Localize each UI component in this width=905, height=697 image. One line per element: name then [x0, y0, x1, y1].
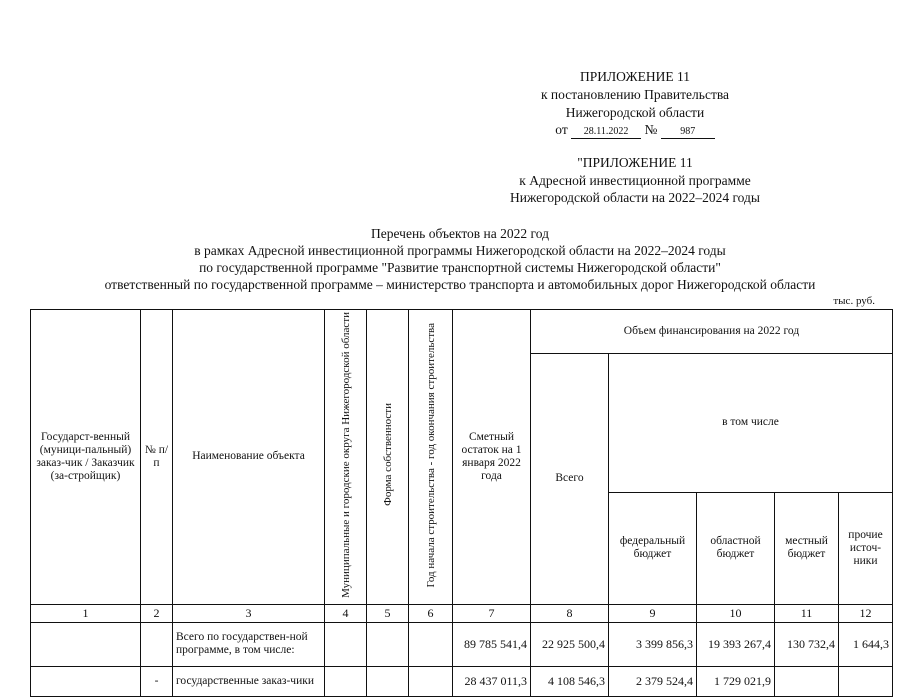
- header-local: местный бюджет: [775, 492, 839, 604]
- cell-regional: 19 393 267,4: [697, 622, 775, 666]
- col-number: 6: [409, 604, 453, 622]
- col-number: 9: [609, 604, 697, 622]
- units-label: тыс. руб.: [833, 295, 875, 307]
- cell-years: [409, 666, 453, 696]
- header-other: прочие источ-ники: [839, 492, 893, 604]
- col-number: 12: [839, 604, 893, 622]
- appendix-title: ПРИЛОЖЕНИЕ 11: [579, 69, 691, 84]
- cell-other: [839, 666, 893, 696]
- cell-municipal: [325, 622, 367, 666]
- column-numbers-row: [31, 604, 893, 622]
- list-responsible: ответственный по государственной программе – министерство транспорта и автомобильных дорог Нижегородской области: [104, 277, 816, 292]
- cell-municipal: [325, 666, 367, 696]
- header-years: Год начала строительства - год окончания строительства: [409, 310, 453, 605]
- header-financing: Объем финансирования на 2022 год: [531, 310, 893, 354]
- cell-estimate: 28 437 011,3: [453, 666, 531, 696]
- col-number: 7: [453, 604, 531, 622]
- cell-estimate: 89 785 541,4: [453, 622, 531, 666]
- appendix-date-number: [470, 121, 800, 139]
- header-num: № п/п: [141, 310, 173, 605]
- header-total: Всего: [531, 354, 609, 605]
- col-number: 8: [531, 604, 609, 622]
- table-row: [31, 666, 893, 696]
- number-prefix: №: [644, 122, 658, 137]
- cell-local: 130 732,4: [775, 622, 839, 666]
- program-appendix-title: "ПРИЛОЖЕНИЕ 11: [577, 155, 693, 170]
- objects-table: [30, 309, 893, 697]
- cell-regional: 1 729 021,9: [697, 666, 775, 696]
- cell-customer: [31, 622, 141, 666]
- program-appendix-period: Нижегородской области на 2022–2024 годы: [510, 190, 760, 205]
- table-row: [31, 622, 893, 666]
- col-number: 3: [173, 604, 325, 622]
- list-subtitle: в рамках Адресной инвестиционной программы Нижегородской области на 2022–2024 годы: [194, 243, 726, 258]
- appendix-region: Нижегородской области: [565, 105, 705, 120]
- cell-local: [775, 666, 839, 696]
- header-regional: областной бюджет: [697, 492, 775, 604]
- header-including: в том числе: [609, 354, 893, 493]
- cell-federal: 2 379 524,4: [609, 666, 697, 696]
- cell-num: -: [141, 666, 173, 696]
- cell-ownership: [367, 666, 409, 696]
- cell-ownership: [367, 622, 409, 666]
- date-prefix: от: [555, 122, 568, 137]
- header-federal: федеральный бюджет: [609, 492, 697, 604]
- col-number: 11: [775, 604, 839, 622]
- list-title: Перечень объектов на 2022 год: [371, 226, 549, 241]
- col-number: 10: [697, 604, 775, 622]
- cell-num: [141, 622, 173, 666]
- header-municipal: Муниципальные и городские округа Нижегородской области: [325, 310, 367, 605]
- cell-total: 4 108 546,3: [531, 666, 609, 696]
- list-program: по государственной программе "Развитие транспортной системы Нижегородской области": [199, 260, 721, 275]
- header-estimate: Сметный остаток на 1 января 2022 года: [453, 310, 531, 605]
- cell-federal: 3 399 856,3: [609, 622, 697, 666]
- cell-object: Всего по государствен-ной программе, в том числе:: [173, 622, 325, 666]
- program-appendix-subtitle: к Адресной инвестиционной программе: [519, 173, 751, 188]
- cell-total: 22 925 500,4: [531, 622, 609, 666]
- cell-customer: [31, 666, 141, 696]
- resolution-date: 28.11.2022: [571, 126, 641, 139]
- resolution-number: 987: [661, 126, 715, 139]
- appendix-resolution: к постановлению Правительства: [540, 87, 730, 102]
- col-number: 4: [325, 604, 367, 622]
- col-number: 1: [31, 604, 141, 622]
- header-ownership: Форма собственности: [367, 310, 409, 605]
- cell-object: государственные заказ-чики: [173, 666, 325, 696]
- col-number: 2: [141, 604, 173, 622]
- header-customer: Государст-венный (муници-пальный) заказ-чик / Заказчик (за-стройщик): [31, 310, 141, 605]
- header-object: Наименование объекта: [173, 310, 325, 605]
- cell-years: [409, 622, 453, 666]
- cell-other: 1 644,3: [839, 622, 893, 666]
- col-number: 5: [367, 604, 409, 622]
